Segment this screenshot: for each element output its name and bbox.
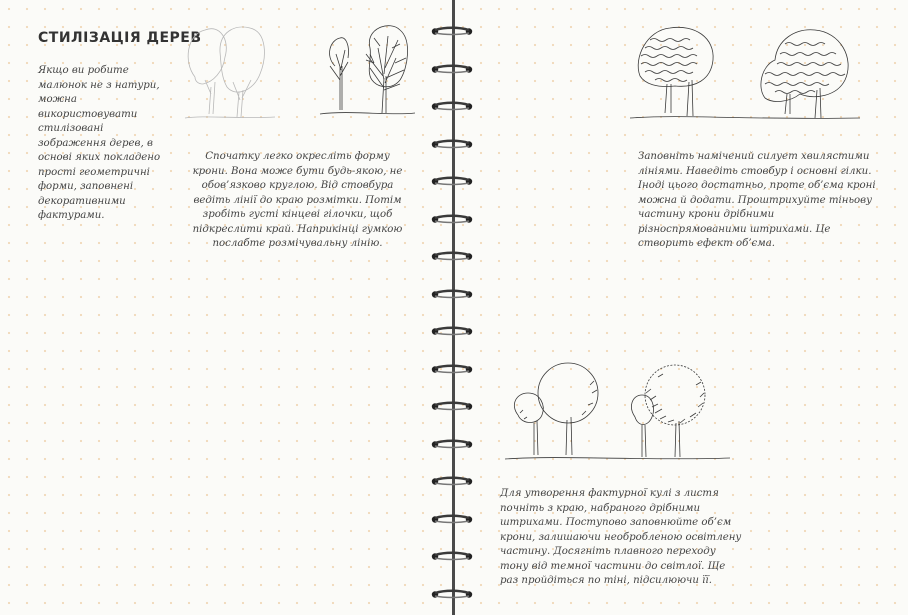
spiral-ring	[430, 172, 474, 183]
spiral-ring	[430, 322, 474, 333]
spiral-ring	[430, 135, 474, 146]
spiral-ring	[430, 435, 474, 446]
spiral-ring	[430, 472, 474, 483]
tree-sketch-outline	[175, 22, 285, 127]
step2-text: Заповніть намічений силует хвилястими лініями. Наведіть стовбур і основні гілки. Іноді цього достатньо, проте об’єма кроні можна й додати. Проштрихуйте тіньову частину крони дрібними різноспрямованими штрихами. Це створить ефект об’єма.	[638, 151, 876, 249]
spiral-ring	[430, 97, 474, 108]
spiral-ring	[430, 210, 474, 221]
tree-sketch-textured	[500, 355, 740, 470]
spiral-ring	[430, 360, 474, 371]
tree-sketch-wavy	[625, 18, 865, 128]
spiral-ring	[430, 585, 474, 596]
spiral-ring	[430, 247, 474, 258]
page-title: СТИЛІЗАЦІЯ ДЕРЕВ	[38, 30, 202, 46]
spiral-ring	[430, 510, 474, 521]
intro-text: Якщо ви робите малюнок не з натури, можна використовувати стилізовані зображення дерев, в основі яких покладено прості геометричні форми, заповнені декоративними фактурами.	[38, 65, 161, 221]
spiral-ring	[430, 22, 474, 33]
step1-text: Спочатку легко окресліть форму крони. Вона може бути будь-якою, не обов’язково круглою. Від стовбура ведіть лінії до краю розмітки. Потім зробіть густі кінцеві гілочки, щоб підкреслити край. Наприкінці гумкою послабте розмічувальну лінію.	[192, 151, 403, 249]
tree-sketch-branches	[300, 18, 420, 128]
spiral-ring	[430, 397, 474, 408]
spiral-ring	[430, 60, 474, 71]
spiral-ring	[430, 547, 474, 558]
spiral-ring	[430, 285, 474, 296]
step3-text: Для утворення фактурної кулі з листя почніть з краю, набраного дрібними штрихами. Поступово заповнюйте об’єм крони, залишаючи необробленою освітлену частину. Досягніть плавного переходу тону від темної частини до світлої. Ще раз пройдіться по тіні, підсилюючи її.	[500, 488, 742, 586]
